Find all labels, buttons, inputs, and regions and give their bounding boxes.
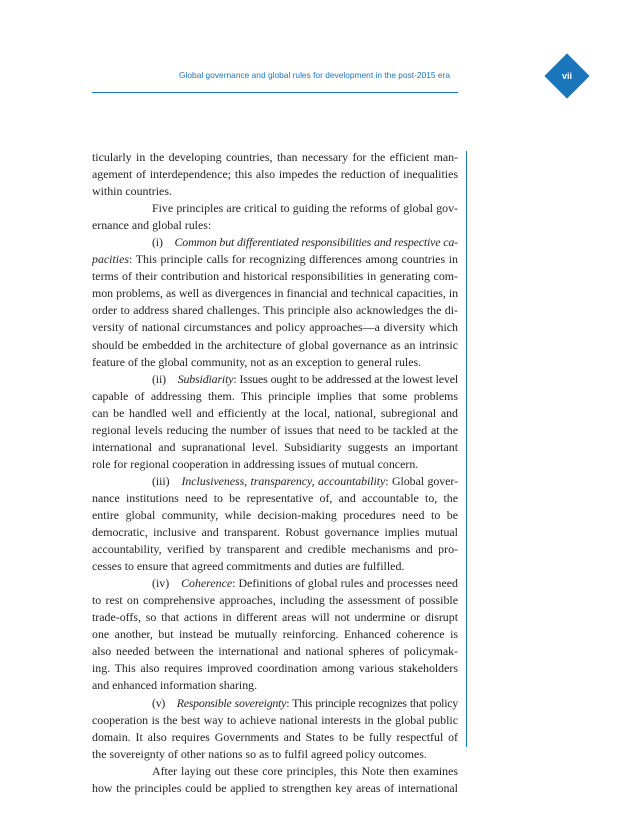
text-line	[92, 575, 458, 592]
text-line	[92, 405, 458, 422]
text-line	[92, 183, 458, 200]
text-line	[92, 354, 458, 371]
text-line	[92, 234, 458, 251]
line-text: : This principle calls for recognizing differences among countries in	[128, 252, 458, 267]
principle-number: (i)	[152, 235, 163, 250]
text-line	[92, 439, 458, 456]
text-line	[92, 780, 458, 797]
principle-title: Responsible sovereignty	[176, 695, 287, 710]
text-line	[92, 490, 458, 507]
line-text: also needed between the international and national spheres of policymak-	[92, 644, 458, 659]
line-text: : Global gover-	[385, 473, 458, 488]
line-text: regional levels reducing the number of issues that need to be tackled at the	[92, 422, 458, 437]
text-line	[92, 592, 458, 609]
principle-title: Common but differentiated responsibilities and respective ca-	[174, 235, 458, 250]
line-text: mon problems, as well as divergences in financial and technical capacities, in	[92, 286, 458, 301]
text-line	[92, 558, 458, 575]
text-line	[92, 729, 458, 746]
line-text: should be embedded in the architecture of global governance as an intrinsic	[92, 337, 458, 352]
principle-title: Inclusiveness, transparency, accountability	[181, 473, 386, 488]
line-text: entire global community, while decision-making procedures need to be	[92, 507, 458, 522]
line-text: how the principles could be applied to strengthen key areas of international	[92, 780, 458, 795]
line-text: agement of interdependence; this also impedes the reduction of inequalities	[92, 167, 458, 182]
principle-number: (iv)	[152, 576, 170, 591]
line-text: : This principle recognizes that policy	[286, 695, 458, 710]
line-text: democratic, inclusive and transparent. Robust governance implies mutual	[92, 525, 458, 540]
text-line	[92, 609, 458, 626]
line-text: Five principles are critical to guiding the reforms of global gov-	[152, 201, 458, 216]
line-text: ticularly in the developing countries, than necessary for the efficient man-	[92, 150, 458, 164]
line-text: versity of national circumstances and policy approaches—a diversity which	[92, 320, 458, 335]
text-line	[92, 763, 458, 780]
line-text: feature of the global community, not as an exception to general rules.	[92, 354, 422, 369]
line-text: within countries.	[92, 184, 172, 199]
principle-number: (v)	[152, 695, 166, 710]
line-text: nance institutions need to be representative of, and accountable to, the	[92, 490, 458, 505]
line-text: trade-offs, so that actions in different areas will not undermine or disrupt	[92, 610, 458, 625]
text-line	[92, 285, 458, 302]
text-line	[92, 149, 458, 166]
line-text: : Definitions of global rules and processes need	[232, 576, 458, 591]
text-line	[92, 746, 458, 763]
text-line	[92, 507, 458, 524]
text-line	[92, 473, 458, 490]
text-line	[92, 302, 458, 319]
text-line	[92, 371, 458, 388]
line-text: ernance and global rules:	[92, 218, 212, 233]
text-line	[92, 217, 458, 234]
line-text: one another, but instead be mutually reinforcing. Enhanced coherence is	[92, 627, 458, 642]
line-text: terms of their contribution and historical responsibilities in generating com-	[92, 269, 458, 284]
principle-number: (ii)	[152, 371, 166, 386]
line-text: cesses to ensure that agreed commitments and duties are fulfilled.	[92, 559, 405, 574]
line-text: : Issues ought to be addressed at the lowest level	[233, 371, 458, 386]
text-line	[92, 643, 458, 660]
principle-title: Coherence	[181, 576, 233, 591]
text-line	[92, 524, 458, 541]
body-text	[92, 149, 458, 797]
line-text: After laying out these core principles, this Note then examines	[152, 763, 458, 778]
line-text: role for regional cooperation in addressing issues of mutual concern.	[92, 456, 419, 471]
text-line	[92, 712, 458, 729]
line-text: accountability, verified by transparent and credible mechanisms and pro-	[92, 542, 458, 557]
principle-number: (iii)	[152, 473, 170, 488]
text-line	[92, 677, 458, 694]
text-line	[92, 251, 458, 268]
text-line	[92, 388, 458, 405]
line-text: international and supranational level. Subsidiarity suggests an important	[92, 439, 458, 454]
text-line	[92, 200, 458, 217]
text-line	[92, 166, 458, 183]
text-line	[92, 456, 458, 473]
line-text: order to address shared challenges. This principle also acknowledges the di-	[92, 303, 458, 318]
running-header	[92, 66, 458, 93]
text-line	[92, 422, 458, 439]
principle-title: pacities	[92, 252, 129, 267]
text-line	[92, 337, 458, 354]
page-number: vii	[561, 71, 572, 81]
line-text: domain. It also requires Governments and States to be fully respectful of	[92, 729, 458, 744]
line-text: and enhanced information sharing.	[92, 678, 258, 693]
running-title: Global governance and global rules for development in the post-2015 era	[179, 70, 450, 80]
text-line	[92, 268, 458, 285]
text-line	[92, 626, 458, 643]
line-text: the sovereignty of other nations so as to fulfil agreed policy outcomes.	[92, 746, 427, 761]
line-text: capable of addressing them. This principle implies that some problems	[92, 388, 458, 403]
margin-rule	[466, 151, 467, 747]
text-line	[92, 695, 458, 712]
text-line	[92, 319, 458, 336]
text-line	[92, 660, 458, 677]
line-text: to rest on comprehensive approaches, including the assessment of possible	[92, 593, 458, 608]
line-text: can be handled well and efficiently at the local, national, subregional and	[92, 405, 458, 420]
line-text: ing. This also requires improved coordination among various stakeholders	[92, 661, 458, 676]
text-line	[92, 541, 458, 558]
line-text: cooperation is the best way to achieve national interests in the global public	[92, 712, 458, 727]
principle-title: Subsidiarity	[177, 371, 234, 386]
